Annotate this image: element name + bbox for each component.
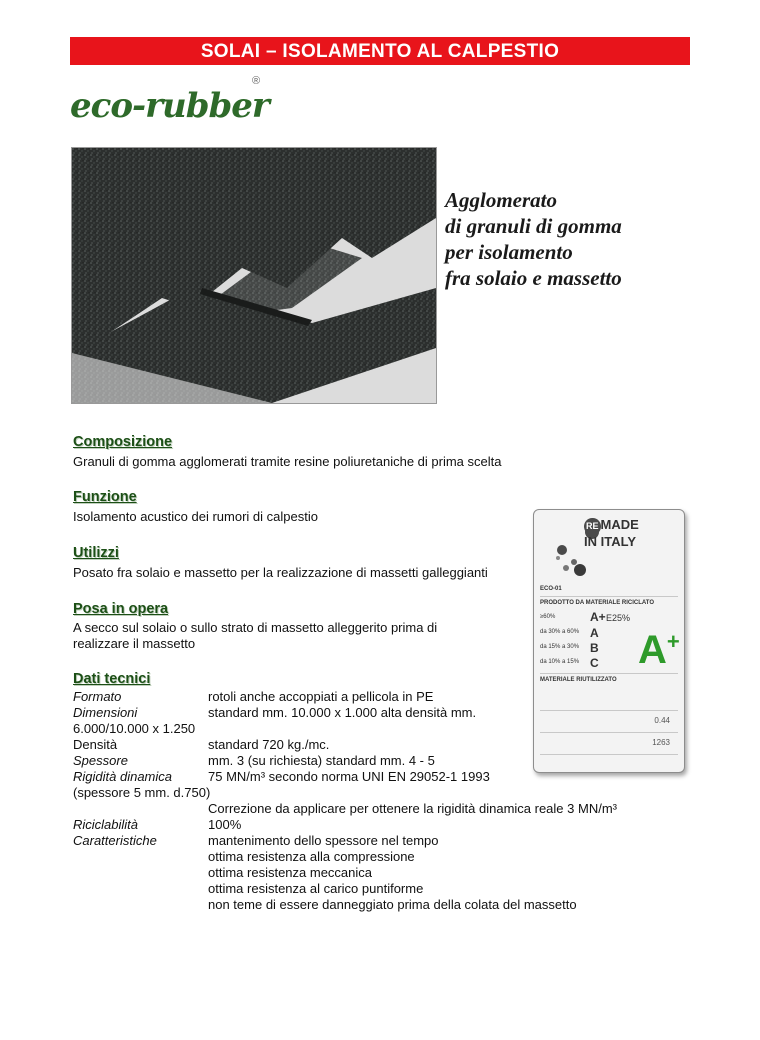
product-photo — [71, 147, 437, 404]
text-line: A secco sul solaio o sullo strato di massetto alleggerito prima di — [73, 620, 438, 635]
class-row: da 15% a 30% — [540, 644, 580, 650]
class-row: da 30% a 60% — [540, 629, 580, 635]
product-tagline — [445, 187, 622, 291]
registered-mark: ® — [252, 75, 261, 87]
row-continuation: (spessore 5 mm. d.750) — [73, 785, 211, 800]
row-value: standard mm. 10.000 x 1.000 alta densità mm. — [208, 705, 477, 720]
row-label: Rigidità dinamica — [73, 769, 172, 784]
tagline-line: di granuli di gomma — [445, 214, 622, 238]
row-value: ottima resistenza al carico puntiforme — [208, 881, 424, 896]
row-value: ottima resistenza alla compressione — [208, 849, 415, 864]
row-continuation: 6.000/10.000 x 1.250 — [73, 721, 196, 736]
grade-letter: A — [638, 628, 667, 672]
row-label: Densità — [73, 737, 118, 752]
divider — [540, 596, 678, 597]
tagline-line: Agglomerato — [445, 188, 558, 212]
section-title-dati-tecnici: Dati tecnici — [73, 671, 151, 687]
divider — [540, 710, 678, 711]
section-title-funzione: Funzione — [73, 489, 137, 505]
tagline-line: per isolamento — [445, 240, 573, 264]
section-text-utilizzi: Posato fra solaio e massetto per la realizzazione di massetti galleggianti — [73, 565, 488, 580]
section-text-composizione: Granuli di gomma agglomerati tramite resine poliuretaniche di prima scelta — [73, 454, 502, 469]
rubber-sheets-image — [72, 148, 436, 403]
section-reused: MATERIALE RIUTILIZZATO — [540, 677, 617, 683]
section-text-funzione: Isolamento acustico dei rumori di calpestio — [73, 509, 318, 524]
row-label: Spessore — [73, 753, 128, 768]
value-2: 1263 — [652, 738, 670, 747]
row-value: rotoli anche accoppiati a pellicola in PE — [208, 689, 434, 704]
divider — [540, 754, 678, 755]
class-label: B — [590, 641, 599, 655]
recycled-percent: E25% — [606, 613, 631, 623]
row-value: mantenimento dello spessore nel tempo — [208, 833, 439, 848]
row-label: Riciclabilità — [73, 817, 139, 832]
divider — [540, 673, 678, 674]
section-title-posa: Posa in opera — [73, 601, 169, 617]
row-label: Caratteristiche — [73, 833, 157, 848]
class-label: A — [590, 626, 599, 640]
section-title-utilizzi: Utilizzi — [73, 545, 119, 561]
grade-plus: + — [666, 629, 680, 654]
page-title-banner: SOLAI – ISOLAMENTO AL CALPESTIO — [70, 37, 690, 65]
tagline-line: fra solaio e massetto — [445, 266, 622, 290]
row-value: 100% — [208, 817, 242, 832]
section-text-posa — [73, 620, 437, 652]
row-value: 75 MN/m³ secondo norma UNI EN 29052-1 1993 — [208, 769, 490, 784]
remade-in-italy-certificate — [533, 509, 685, 773]
row-value: standard 720 kg./mc. — [208, 737, 330, 752]
brand-word: MADE — [600, 517, 639, 532]
row-label: Dimensioni — [73, 705, 138, 720]
eco-rubber-logo: eco-rubber — [70, 86, 269, 126]
re-badge: RE — [584, 518, 601, 535]
text-line: realizzare il massetto — [73, 636, 196, 651]
class-row: da 10% a 15% — [540, 659, 580, 665]
row-value: non teme di essere danneggiato prima della colata del massetto — [208, 897, 577, 912]
row-value: mm. 3 (su richiesta) standard mm. 4 - 5 — [208, 753, 435, 768]
row-label: Formato — [73, 689, 122, 704]
class-label: C — [590, 656, 599, 670]
row-value: Correzione da applicare per ottenere la rigidità dinamica reale 3 MN/m³ — [208, 801, 617, 816]
remade-brand — [584, 518, 639, 548]
class-row: ≥60% — [540, 614, 556, 620]
class-label: A+ — [590, 610, 606, 624]
product-code: ECO-01 — [540, 586, 562, 592]
grade-badge — [638, 622, 680, 670]
section-recycled: PRODOTTO DA MATERIALE RICICLATO — [540, 600, 654, 606]
brand-line2: IN ITALY — [584, 534, 637, 549]
row-value: ottima resistenza meccanica — [208, 865, 373, 880]
section-title-composizione: Composizione — [73, 434, 173, 450]
value-1: 0.44 — [654, 716, 670, 725]
divider — [540, 732, 678, 733]
